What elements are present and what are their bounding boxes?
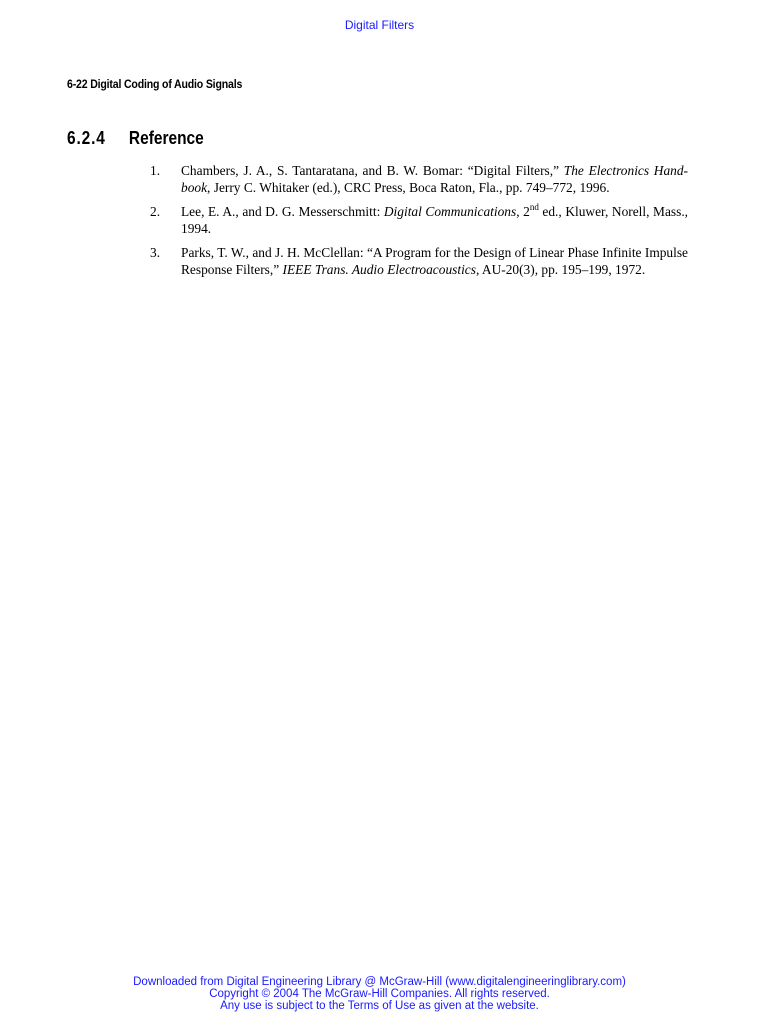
reference-text-segment: Parks, T. W., and J. H. McClellan: “A Program for the Design of Linear Phase Infinite Impulse Response Filters,” [181,245,688,277]
reference-text [181,201,689,236]
reference-title-italic: The Electronics Hand-book [181,163,688,195]
reference-title-italic: Digital Communications [383,204,517,219]
reference-number: 2. [150,204,161,219]
chapter-link[interactable]: Digital Filters [344,18,415,32]
section-heading [67,128,204,149]
reference-text-segment: , 2 [516,204,530,219]
reference-text-segment: Lee, E. A., and D. G. Messerschmitt: [181,204,384,219]
reference-text [181,163,688,195]
reference-item [150,162,688,196]
reference-text-segment: , AU-20(3), pp. 195–199, 1972. [475,262,646,277]
reference-text-segment: ed., Kluwer, Norell, Mass., 1994. [181,204,689,236]
reference-superscript: nd [529,201,539,212]
footer [0,976,759,1012]
footer-terms-line[interactable]: Any use is subject to the Terms of Use as given at the website. [220,1000,539,1012]
section-number: 6.2.4 [67,128,106,148]
reference-number: 1. [150,163,161,178]
reference-text-segment: Chambers, J. A., S. Tantaratana, and B. W. Bomar: “Digital Filters,” [181,163,564,178]
footer-download-line[interactable]: Downloaded from Digital Engineering Library @ McGraw-Hill (www.digitalengineeringlibrary.com) [133,976,626,988]
reference-text [181,245,688,277]
reference-text-segment: , Jerry C. Whitaker (ed.), CRC Press, Boca Raton, Fla., pp. 749–772, 1996. [207,180,610,195]
reference-list [150,162,688,285]
footer-copyright-line: Copyright © 2004 The McGraw-Hill Companies. All rights reserved. [209,988,550,1000]
reference-title-italic: IEEE Trans. Audio Electroacoustics [282,262,476,277]
reference-item [150,244,688,278]
reference-number: 3. [150,245,161,260]
reference-item [150,203,688,237]
section-title: Reference [128,128,204,148]
running-head: 6-22 Digital Coding of Audio Signals [67,77,243,91]
